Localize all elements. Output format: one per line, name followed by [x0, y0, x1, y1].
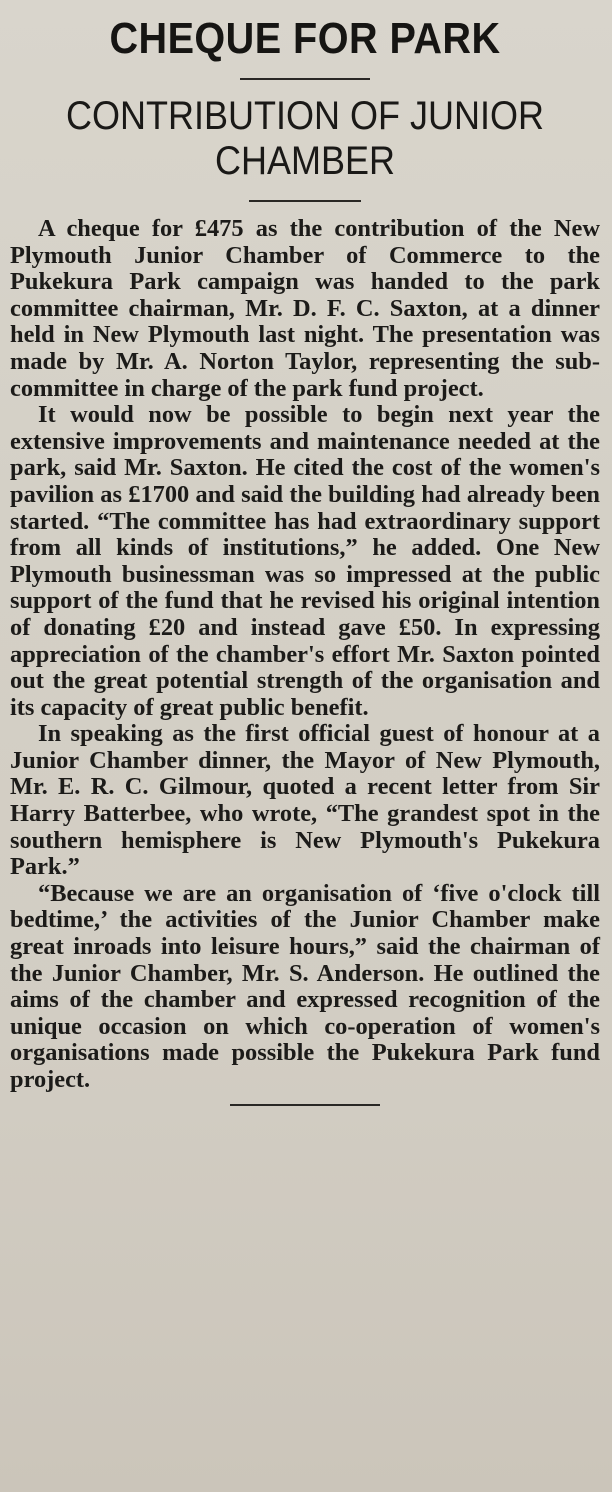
article-paragraph: It would now be possible to begin next year the extensive improvements and maintenance needed at the park, said Mr. Saxton. He cited the cost of the women's pavilion as £1700 and said the building had already been started. “The committee has had extraordinary support from all kinds of institutions,” he added. One New Plymouth businessman was so impressed at the public support of the fund that he revised his original intention of donating £20 and instead gave £50. In expressing appreciation of the chamber's effort Mr. Saxton pointed out the great potential strength of the organisation and its capacity of great public benefit.	[10, 401, 600, 721]
article-paragraph: In speaking as the first official guest of honour at a Junior Chamber dinner, the Mayor of New Plymouth, Mr. E. R. C. Gilmour, quoted a recent letter from Sir Harry Batterbee, who wrote, “The grandest spot in the southern hemisphere is New Plymouth's Pukekura Park.”	[10, 720, 600, 881]
article-paragraph: A cheque for £475 as the contribution of the New Plymouth Junior Chamber of Commerce to the Pukekura Park campaign was handed to the park committee chairman, Mr. D. F. C. Saxton, at a dinner held in New Plymouth last night. The presentation was made by Mr. A. Norton Taylor, representing the subcommittee in charge of the park fund project.	[10, 215, 600, 402]
headline: CHEQUE FOR PARK	[109, 14, 501, 63]
subheadline-line-2: CHAMBER	[214, 139, 396, 183]
article-body	[10, 216, 600, 1094]
article-paragraph: “Because we are an organisation of ‘five o'clock till bedtime,’ the activities of the Junior Chamber make great inroads into leisure hours,” said the chairman of the Junior Chamber, Mr. S. Anderson. He outlined the aims of the chamber and expressed recognition of the unique occasion on which co-operation of women's organisations made possible the Pukekura Park fund project.	[10, 879, 600, 1093]
subheadline	[40, 80, 571, 184]
subheadline-line-1: CONTRIBUTION OF JUNIOR	[66, 94, 544, 138]
subheadline-rule	[249, 200, 361, 202]
end-rule	[230, 1104, 380, 1106]
